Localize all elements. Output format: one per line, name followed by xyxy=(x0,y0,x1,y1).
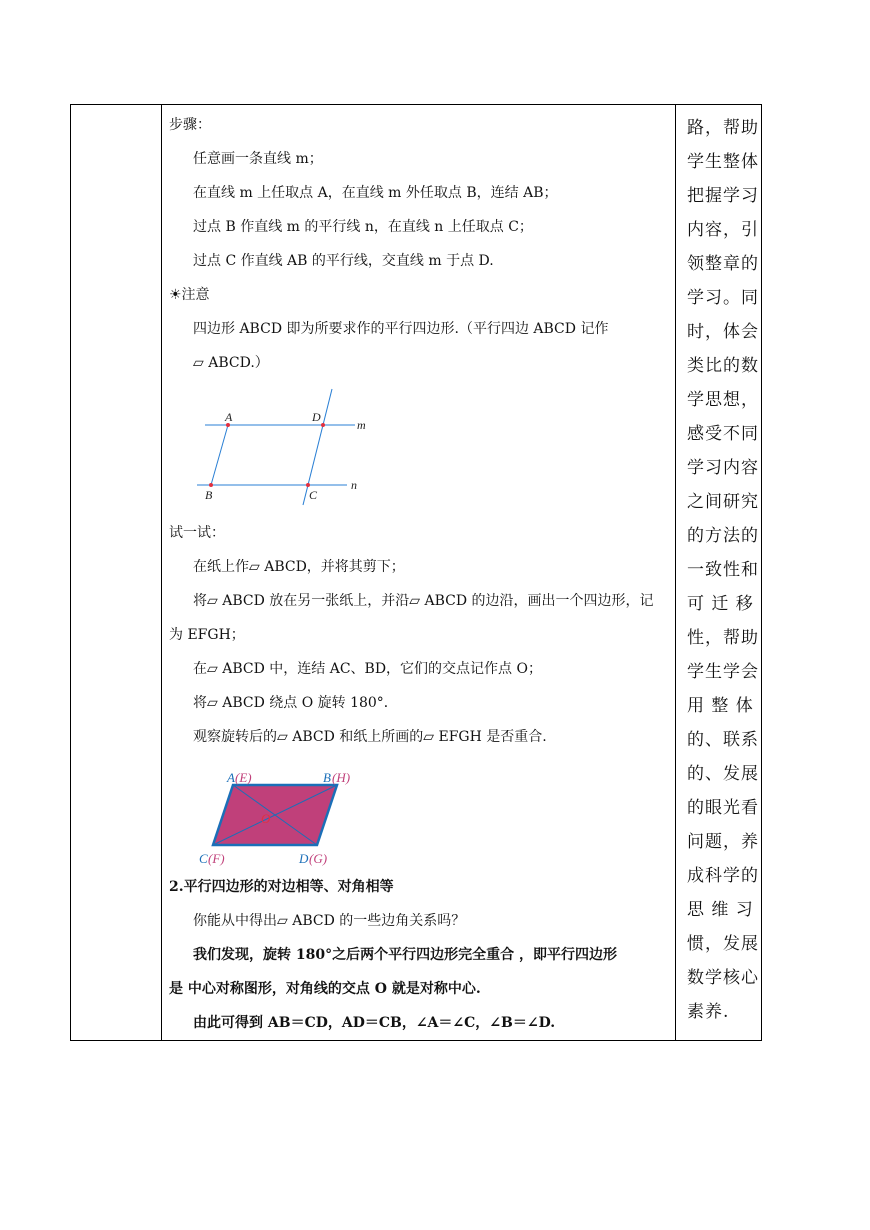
side-line: 可 迁 移 xyxy=(687,594,754,614)
try-step-2-line-2: 为 EFGH； xyxy=(169,627,245,643)
point-D xyxy=(321,423,325,427)
question-1: 你能从中得出▱ ABCD 的一些边角关系吗？ xyxy=(193,913,466,929)
side-line: 领整章的 xyxy=(687,254,759,274)
label-E: (E) xyxy=(235,770,252,785)
side-line: 学生整体 xyxy=(687,152,759,172)
line-CD xyxy=(303,389,332,505)
label-D2: D xyxy=(299,851,309,866)
side-line: 的眼光看 xyxy=(687,798,759,818)
side-line: 学习。同 xyxy=(687,288,759,308)
side-line: 学习内容 xyxy=(687,458,759,478)
note-line-2: ▱ ABCD.） xyxy=(193,355,269,371)
label-B: B xyxy=(205,488,213,502)
label-C: C xyxy=(309,488,318,502)
side-line: 学思想， xyxy=(687,390,759,410)
side-line: 学生学会 xyxy=(687,662,759,682)
side-line: 的方法的 xyxy=(687,526,759,546)
label-B2: B xyxy=(323,770,331,785)
side-line: 素养. xyxy=(687,1002,730,1022)
try-step-5: 观察旋转后的▱ ABCD 和纸上所画的▱ EFGH 是否重合. xyxy=(193,729,547,745)
finding-line-1: 我们发现，旋转 180°之后两个平行四边形完全重合 ，即平行四边形 xyxy=(193,947,617,963)
side-line: 的、联系 xyxy=(687,730,759,750)
segment-AB xyxy=(211,425,228,485)
steps-heading: 步骤： xyxy=(169,117,211,133)
rotation-parallelogram-figure xyxy=(195,765,375,869)
label-n: n xyxy=(351,478,357,492)
try-step-3: 在▱ ABCD 中，连结 AC、BD，它们的交点记作点 O； xyxy=(193,661,542,677)
design-intent-cell xyxy=(677,105,762,1040)
side-line: 成科学的 xyxy=(687,866,759,886)
side-line: 时，体会 xyxy=(687,322,759,342)
label-D: D xyxy=(312,410,321,424)
side-line: 思 维 习 xyxy=(687,900,754,920)
section-2-title: 2.平行四边形的对边相等、对角相等 xyxy=(169,879,394,895)
try-heading: 试一试： xyxy=(169,525,225,541)
side-line: 路，帮助 xyxy=(687,118,759,138)
side-line: 之间研究 xyxy=(687,492,759,512)
side-line: 用 整 体 xyxy=(687,696,754,716)
note-line-1: 四边形 ABCD 即为所要求作的平行四边形.（平行四边 ABCD 记作 xyxy=(193,321,609,337)
step-2: 在直线 m 上任取点 A，在直线 m 外任取点 B，连结 AB； xyxy=(193,185,558,201)
label-m: m xyxy=(357,418,366,432)
parallelogram-construction-figure xyxy=(197,387,387,509)
side-line: 内容，引 xyxy=(687,220,759,240)
label-O: O xyxy=(261,811,271,826)
side-line: 性，帮助 xyxy=(687,628,759,648)
try-step-1: 在纸上作▱ ABCD，并将其剪下； xyxy=(193,559,405,575)
column-divider-2 xyxy=(675,105,676,1040)
side-line: 的、发展 xyxy=(687,764,759,784)
try-step-4: 将▱ ABCD 绕点 O 旋转 180°． xyxy=(193,695,398,711)
finding-line-2: 是 中心对称图形，对角线的交点 O 就是对称中心. xyxy=(169,981,481,997)
column-divider-1 xyxy=(161,105,162,1040)
label-A2: A xyxy=(227,770,235,785)
label-C2: C xyxy=(199,851,208,866)
try-step-2-line-1: 将▱ ABCD 放在另一张纸上，并沿▱ ABCD 的边沿，画出一个四边形，记 xyxy=(193,593,654,609)
conclusion: 由此可得到 AB＝CD，AD＝CB，∠A＝∠C，∠B＝∠D. xyxy=(193,1015,556,1031)
side-line: 一致性和 xyxy=(687,560,759,580)
side-line: 类比的数 xyxy=(687,356,759,376)
step-1: 任意画一条直线 m； xyxy=(193,151,323,167)
design-intent-text xyxy=(687,111,759,1029)
label-F: (F) xyxy=(208,851,225,866)
label-A: A xyxy=(225,410,233,424)
side-line: 数学核心 xyxy=(687,968,759,988)
side-line: 问题，养 xyxy=(687,832,759,852)
main-content-cell xyxy=(163,105,675,1040)
side-line: 把握学习 xyxy=(687,186,759,206)
label-G: (G) xyxy=(309,851,328,866)
note-label: ☀注意 xyxy=(169,287,210,303)
side-line: 惯，发展 xyxy=(687,934,759,954)
step-4: 过点 C 作直线 AB 的平行线，交直线 m 于点 D. xyxy=(193,253,494,269)
point-C xyxy=(306,483,310,487)
label-H: (H) xyxy=(332,770,351,785)
side-line: 感受不同 xyxy=(687,424,759,444)
point-B xyxy=(209,483,213,487)
step-3: 过点 B 作直线 m 的平行线 n，在直线 n 上任取点 C； xyxy=(193,219,533,235)
lesson-table xyxy=(70,104,762,1041)
